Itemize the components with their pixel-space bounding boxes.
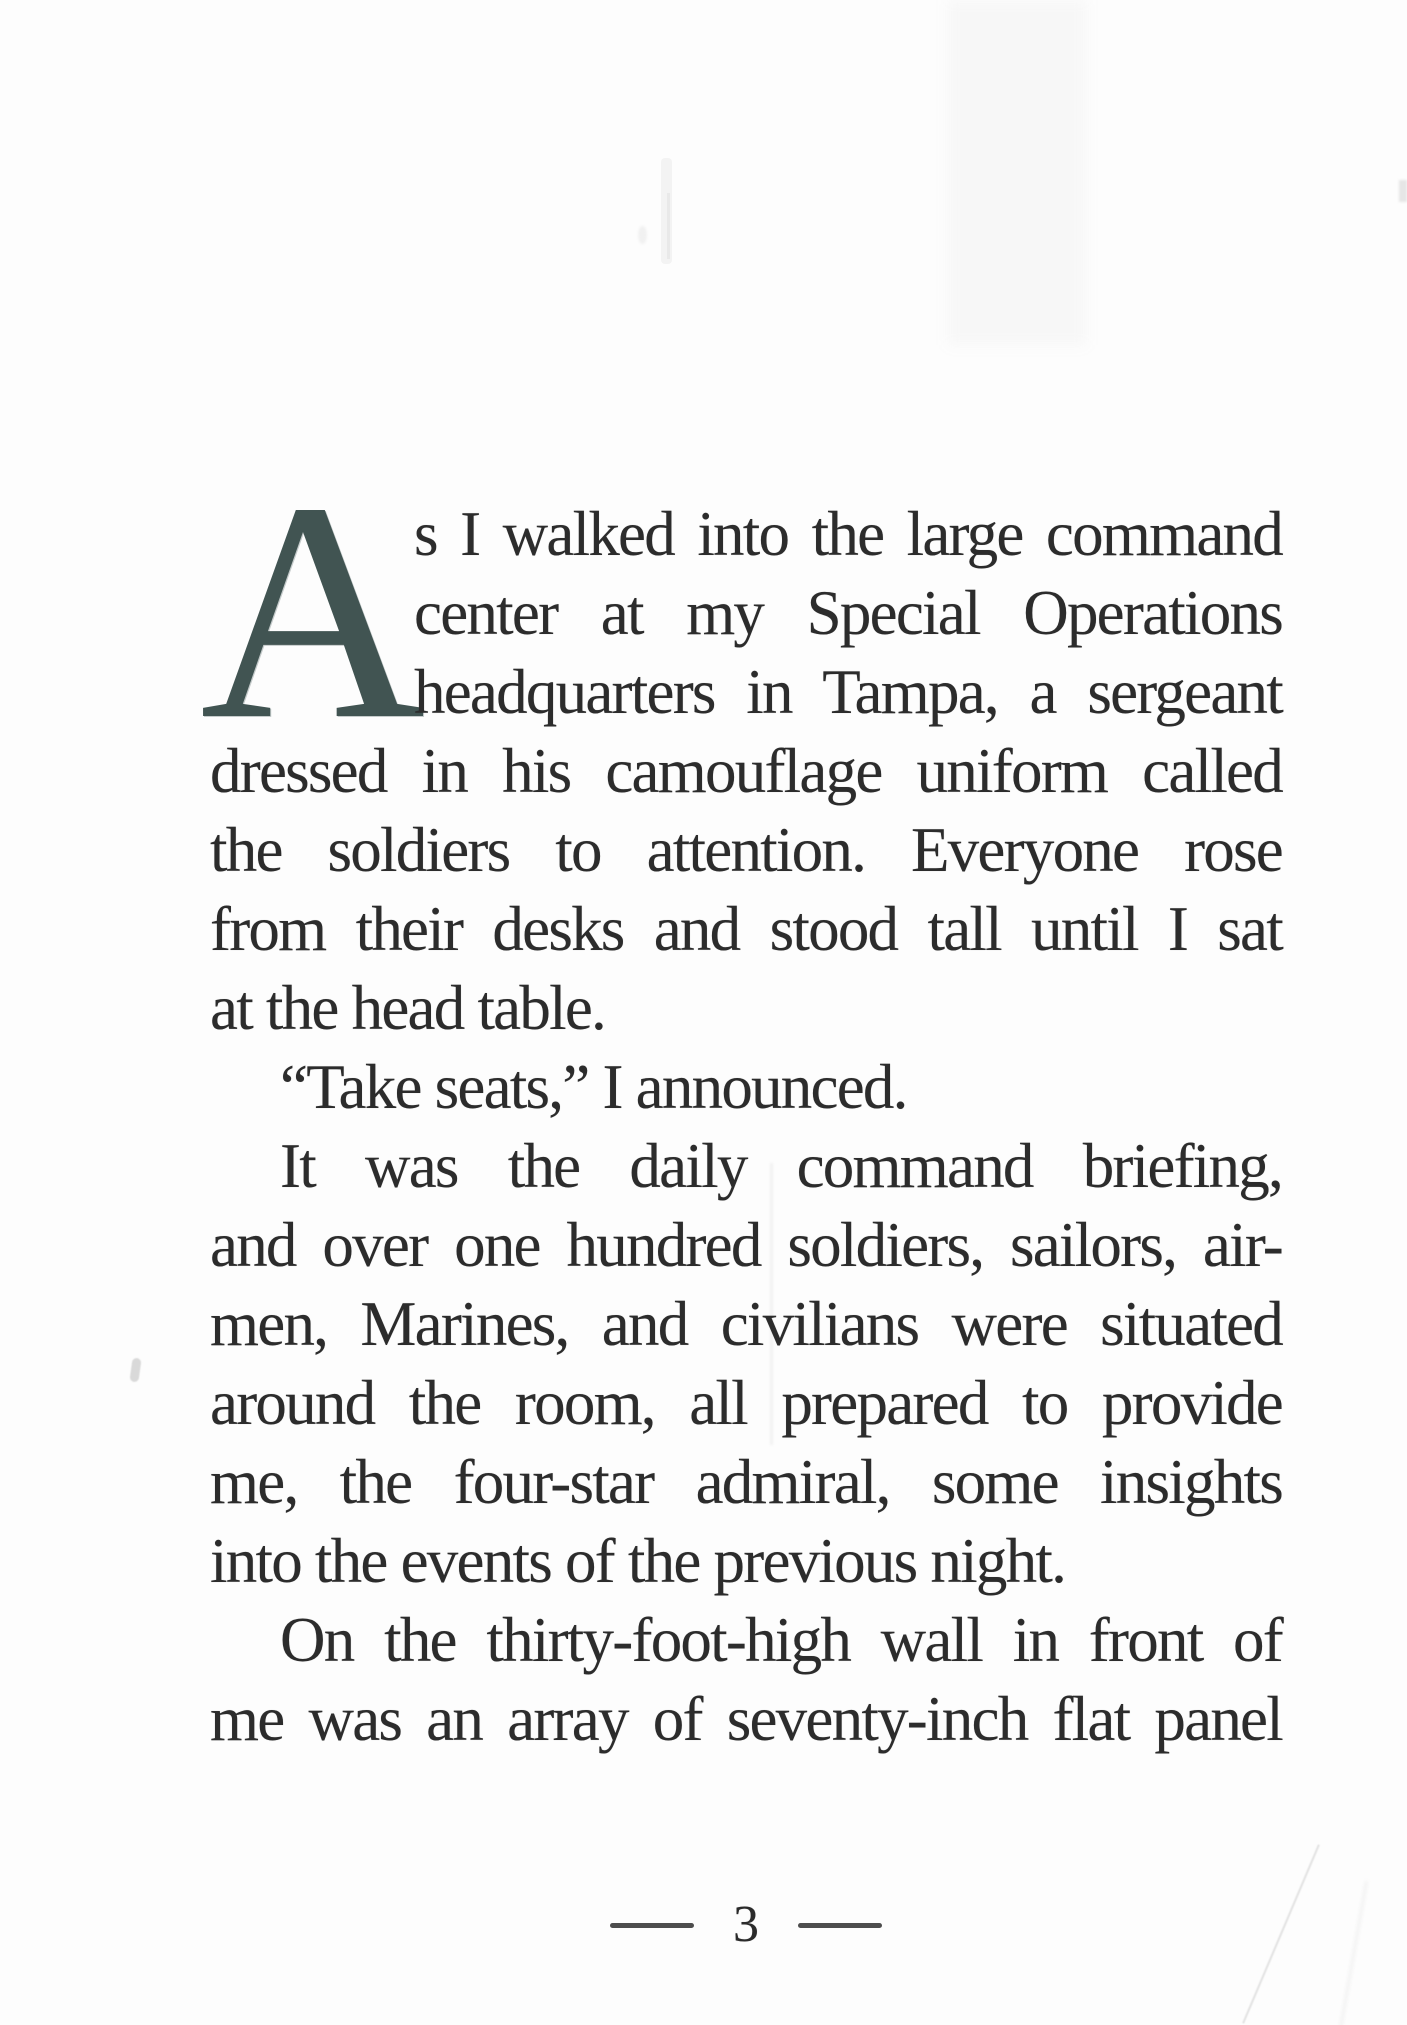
text-line: center at my Special Operations (414, 578, 1282, 648)
scan-streak (661, 158, 672, 264)
text-line: and over one hundred soldiers, sailors, air- (210, 1210, 1282, 1280)
scan-margin-mark (129, 1357, 141, 1382)
text-line: the soldiers to attention. Everyone rose (210, 815, 1282, 885)
scan-edge-mark (1399, 180, 1407, 202)
page-footer (210, 1893, 1282, 1957)
text-line: s I walked into the large command (414, 499, 1282, 569)
text-line: from their desks and stood tall until I sat (210, 894, 1282, 964)
text-line: “Take seats,” I announced. (280, 1052, 907, 1122)
text-line: men, Marines, and civilians were situated (210, 1289, 1282, 1359)
text-line: On the thirty-foot-high wall in front of (280, 1605, 1282, 1675)
text-line: headquarters in Tampa, a sergeant (414, 657, 1282, 727)
scan-streak-core (667, 193, 670, 259)
text-line: dressed in his camouflage uniform called (210, 736, 1282, 806)
page-number: 3 (733, 1896, 759, 1953)
body-text (210, 495, 1282, 1759)
text-line: me, the four-star admiral, some insights (210, 1447, 1282, 1517)
text-line: me was an array of seventy-inch flat panel (210, 1684, 1282, 1754)
text-line: into the events of the previous night. (210, 1526, 1066, 1596)
scan-smudge (638, 226, 647, 244)
scan-crease-diagonal-2 (1339, 1881, 1368, 2025)
scan-shadow-band (948, 0, 1086, 345)
drop-cap-letter: A (200, 439, 426, 784)
footer-rule-right (798, 1923, 882, 1928)
footer-rule-left (610, 1923, 694, 1928)
text-line: at the head table. (210, 973, 606, 1043)
text-line: around the room, all prepared to provide (210, 1368, 1282, 1438)
text-line: It was the daily command briefing, (280, 1131, 1282, 1201)
